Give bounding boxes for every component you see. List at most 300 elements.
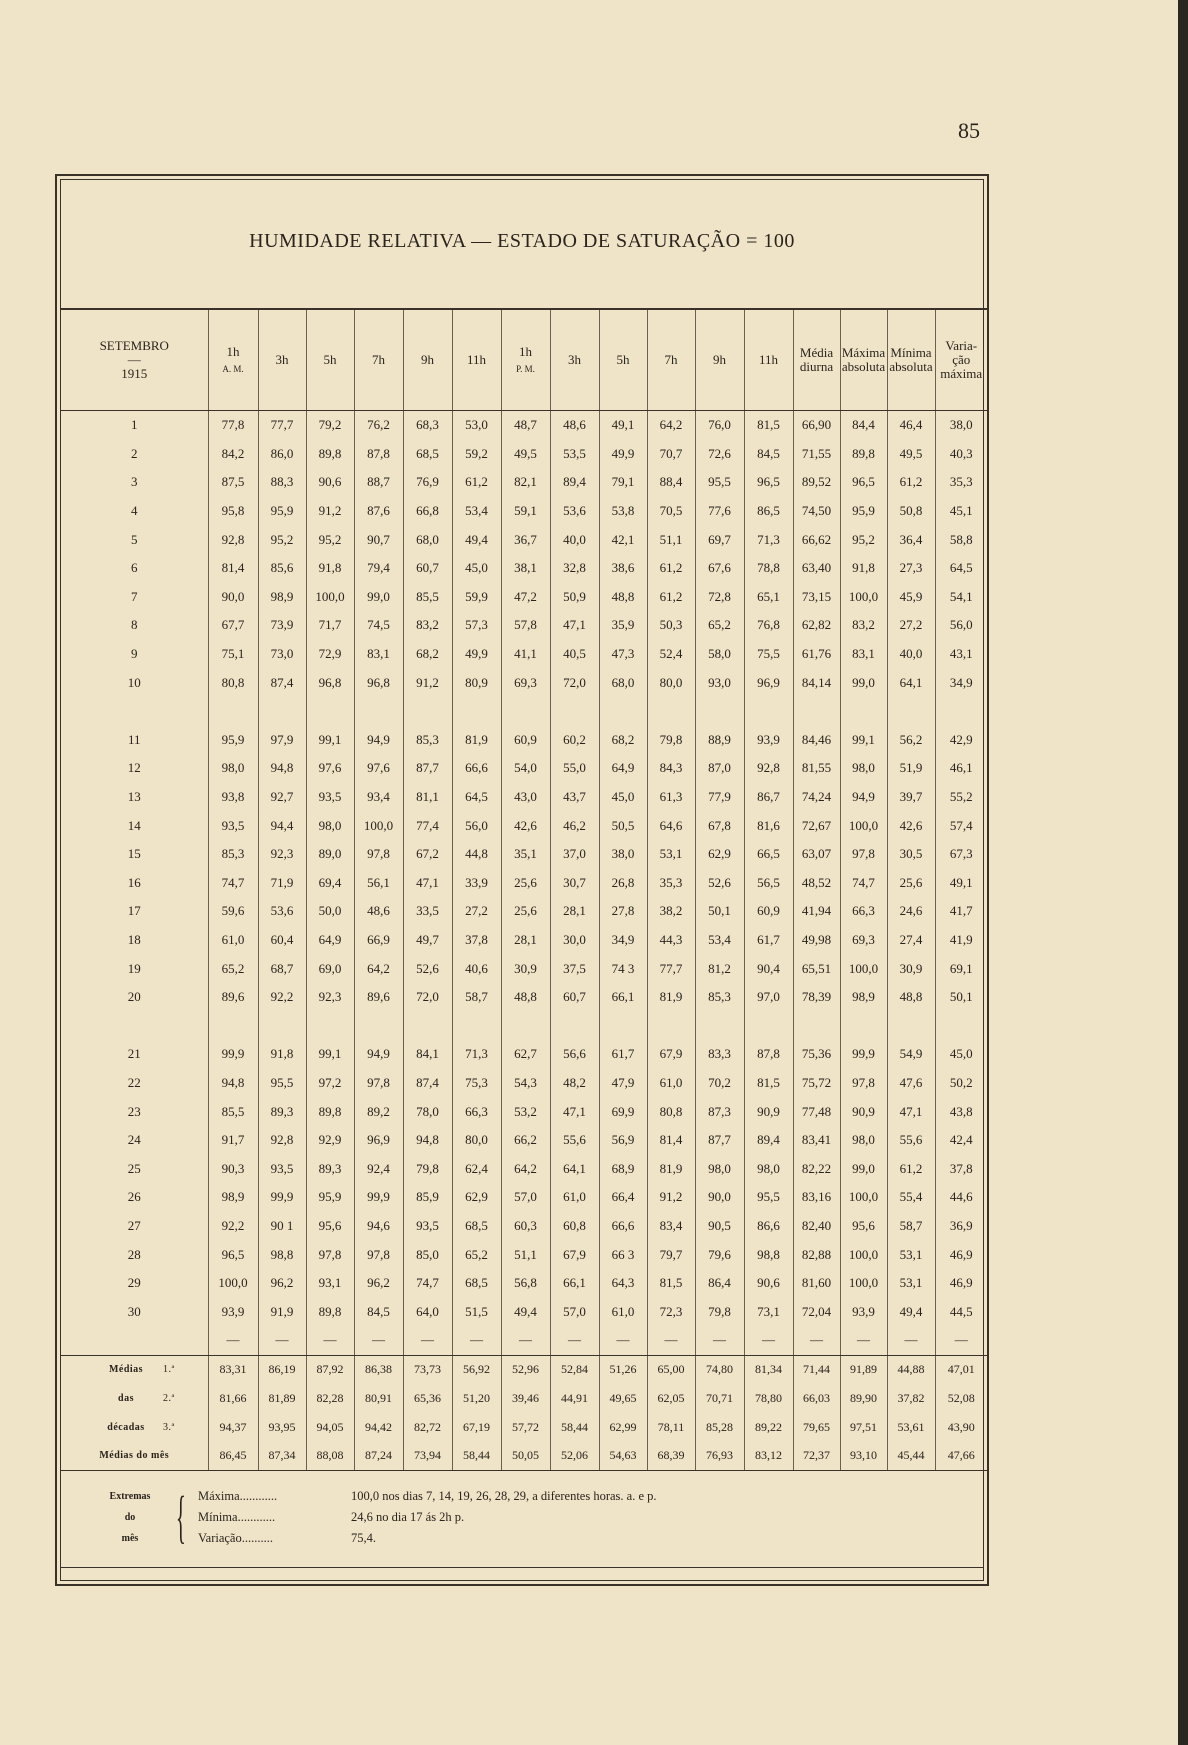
value-cell: 66,9 — [354, 926, 403, 955]
value-cell: 78,39 — [793, 983, 840, 1012]
value-cell: 44,3 — [647, 926, 695, 955]
value-cell: 37,8 — [935, 1154, 987, 1183]
value-cell: 87,6 — [354, 497, 403, 526]
value-cell: 35,3 — [647, 869, 695, 898]
value-cell: 78,0 — [403, 1097, 452, 1126]
value-cell: 66,3 — [840, 897, 887, 926]
value-cell: 91,2 — [647, 1183, 695, 1212]
decade-mean-cell: 53,61 — [887, 1413, 935, 1442]
value-cell: 77,9 — [695, 783, 744, 812]
value-cell: 79,6 — [695, 1240, 744, 1269]
value-cell: 85,3 — [208, 840, 258, 869]
value-cell: 83,3 — [695, 1040, 744, 1069]
value-cell: 100,0 — [208, 1269, 258, 1298]
hour-header — [208, 309, 258, 411]
value-cell: 99,0 — [354, 583, 403, 612]
value-cell: 86,7 — [744, 783, 793, 812]
value-cell: 96,9 — [744, 668, 793, 697]
value-cell: 42,1 — [599, 525, 647, 554]
value-cell: 66,3 — [452, 1097, 501, 1126]
value-cell: 53,6 — [258, 897, 306, 926]
am-label: A. M. — [222, 364, 244, 375]
day-cell: 26 — [127, 1189, 141, 1205]
value-cell: 55,0 — [550, 754, 599, 783]
value-cell: 28,1 — [550, 897, 599, 926]
decade-mean-cell: 49,65 — [599, 1384, 647, 1413]
decade-mean-cell: 78,11 — [647, 1413, 695, 1442]
spacer-cell — [258, 697, 306, 726]
value-cell: 73,9 — [258, 611, 306, 640]
value-cell: 97,9 — [258, 726, 306, 755]
value-cell: 71,3 — [744, 525, 793, 554]
value-cell: 82,22 — [793, 1154, 840, 1183]
table-row — [61, 497, 987, 526]
hour-header: 11h — [744, 309, 793, 411]
spacer-cell — [354, 1011, 403, 1040]
value-cell: 96,2 — [354, 1269, 403, 1298]
dash-cell: — — [695, 1326, 744, 1355]
value-cell: 30,9 — [887, 954, 935, 983]
day-cell: 5 — [131, 531, 138, 547]
value-cell: 98,0 — [208, 754, 258, 783]
table-row — [61, 440, 987, 469]
table-row — [61, 411, 987, 440]
extreme-key-variation: Variação.......... — [198, 1531, 273, 1545]
hour-header: 3h — [550, 309, 599, 411]
value-cell: 87,7 — [695, 1126, 744, 1155]
value-cell: 87,8 — [354, 440, 403, 469]
dash-cell: — — [599, 1326, 647, 1355]
value-cell: 98,9 — [840, 983, 887, 1012]
value-cell: 53,1 — [887, 1269, 935, 1298]
value-cell: 59,6 — [208, 897, 258, 926]
value-cell: 91,2 — [403, 668, 452, 697]
value-cell: 71,3 — [452, 1040, 501, 1069]
value-cell: 72,67 — [793, 811, 840, 840]
value-cell: 86,5 — [744, 497, 793, 526]
value-cell: 30,5 — [887, 840, 935, 869]
spacer-cell — [550, 1011, 599, 1040]
value-cell: 40,3 — [935, 440, 987, 469]
value-cell: 76,8 — [744, 611, 793, 640]
value-cell: 51,9 — [887, 754, 935, 783]
decade-mean-cell: 74,80 — [695, 1355, 744, 1384]
value-cell: 68,2 — [403, 640, 452, 669]
value-cell: 95,9 — [208, 726, 258, 755]
value-cell: 59,2 — [452, 440, 501, 469]
table-row — [61, 754, 987, 783]
value-cell: 48,7 — [501, 411, 550, 440]
value-cell: 69,3 — [501, 668, 550, 697]
spacer-cell — [599, 1011, 647, 1040]
decade-mean-cell: 51,20 — [452, 1384, 501, 1413]
max-variation-header: Varia- ção máxima — [935, 309, 987, 411]
value-cell: 64,3 — [599, 1269, 647, 1298]
value-cell: 53,0 — [452, 411, 501, 440]
table-row — [61, 640, 987, 669]
decade-mean-cell: 65,00 — [647, 1355, 695, 1384]
day-cell: 10 — [127, 674, 141, 690]
decade-mean-cell: 94,05 — [306, 1413, 354, 1442]
value-cell: 61,3 — [647, 783, 695, 812]
value-cell: 90,3 — [208, 1154, 258, 1183]
value-cell: 40,0 — [887, 640, 935, 669]
value-cell: 47,3 — [599, 640, 647, 669]
extremes-label — [91, 1486, 169, 1549]
spacer-cell — [744, 1011, 793, 1040]
dash-cell: — — [840, 1326, 887, 1355]
value-cell: 35,3 — [935, 468, 987, 497]
day-cell: 16 — [127, 874, 141, 890]
spacer-cell — [887, 1011, 935, 1040]
value-cell: 81,1 — [403, 783, 452, 812]
value-cell: 56,5 — [744, 869, 793, 898]
value-cell: 76,9 — [403, 468, 452, 497]
value-cell: 60,2 — [550, 726, 599, 755]
month-mean-cell: 72,37 — [793, 1441, 840, 1470]
value-cell: 91,2 — [306, 497, 354, 526]
value-cell: 53,4 — [452, 497, 501, 526]
value-cell: 66,1 — [550, 1269, 599, 1298]
value-cell: 60,7 — [403, 554, 452, 583]
value-cell: 74,50 — [793, 497, 840, 526]
month-mean-cell: 88,08 — [306, 1441, 354, 1470]
value-cell: 94,9 — [354, 1040, 403, 1069]
value-cell: 85,3 — [403, 726, 452, 755]
year-label: 1915 — [121, 366, 148, 382]
value-cell: 79,1 — [599, 468, 647, 497]
value-cell: 97,8 — [354, 840, 403, 869]
table-row — [61, 983, 987, 1012]
value-cell: 85,9 — [403, 1183, 452, 1212]
day-cell: 4 — [131, 503, 138, 519]
value-cell: 41,9 — [935, 926, 987, 955]
value-cell: 66 3 — [599, 1240, 647, 1269]
value-cell: 91,7 — [208, 1126, 258, 1155]
hour-header: 5h — [599, 309, 647, 411]
value-cell: 85,0 — [403, 1240, 452, 1269]
value-cell: 47,1 — [550, 1097, 599, 1126]
value-cell: 85,3 — [695, 983, 744, 1012]
value-cell: 65,1 — [744, 583, 793, 612]
hour-header: 5h — [306, 309, 354, 411]
value-cell: 68,5 — [452, 1212, 501, 1241]
spacer-cell — [647, 1011, 695, 1040]
value-cell: 65,2 — [208, 954, 258, 983]
value-cell: 45,0 — [935, 1040, 987, 1069]
day-cell: 27 — [127, 1217, 141, 1233]
day-cell: 29 — [127, 1275, 141, 1291]
value-cell: 81,55 — [793, 754, 840, 783]
value-cell: 81,6 — [744, 811, 793, 840]
value-cell: 76,2 — [354, 411, 403, 440]
month-mean-cell: 68,39 — [647, 1441, 695, 1470]
dash-cell: — — [403, 1326, 452, 1355]
value-cell: 84,3 — [647, 754, 695, 783]
value-cell: 48,6 — [550, 411, 599, 440]
value-cell: 60,7 — [550, 983, 599, 1012]
value-cell: 73,1 — [744, 1297, 793, 1326]
decade-mean-cell: 57,72 — [501, 1413, 550, 1442]
spacer-cell — [452, 697, 501, 726]
table-row — [61, 1040, 987, 1069]
spacer-cell — [550, 697, 599, 726]
value-cell: 98,0 — [744, 1154, 793, 1183]
value-cell: 93,9 — [840, 1297, 887, 1326]
value-cell: 99,9 — [840, 1040, 887, 1069]
value-cell: 93,9 — [208, 1297, 258, 1326]
value-cell: 77,7 — [647, 954, 695, 983]
value-cell: 48,8 — [501, 983, 550, 1012]
value-cell: 92,2 — [208, 1212, 258, 1241]
value-cell: 96,5 — [744, 468, 793, 497]
hour-header — [501, 309, 550, 411]
spacer-cell — [840, 1011, 887, 1040]
value-cell: 75,72 — [793, 1069, 840, 1098]
value-cell: 94,8 — [208, 1069, 258, 1098]
value-cell: 53,2 — [501, 1097, 550, 1126]
value-cell: 47,2 — [501, 583, 550, 612]
decade-mean-cell: 62,99 — [599, 1413, 647, 1442]
value-cell: 81,5 — [647, 1269, 695, 1298]
value-cell: 92,9 — [306, 1126, 354, 1155]
table-row — [61, 668, 987, 697]
value-cell: 55,4 — [887, 1183, 935, 1212]
value-cell: 49,1 — [599, 411, 647, 440]
value-cell: 77,7 — [258, 411, 306, 440]
decade-mean-cell: 66,03 — [793, 1384, 840, 1413]
bottom-rule — [61, 1567, 983, 1568]
value-cell: 45,9 — [887, 583, 935, 612]
value-cell: 100,0 — [840, 1240, 887, 1269]
dash-cell: — — [744, 1326, 793, 1355]
value-cell: 92,3 — [258, 840, 306, 869]
value-cell: 96,5 — [208, 1240, 258, 1269]
value-cell: 100,0 — [840, 811, 887, 840]
day-cell: 15 — [127, 846, 141, 862]
decade-mean-cell: 81,34 — [744, 1355, 793, 1384]
pm-label: P. M. — [516, 364, 535, 375]
table-row — [61, 554, 987, 583]
decade-mean-cell: 82,28 — [306, 1384, 354, 1413]
value-cell: 95,5 — [744, 1183, 793, 1212]
decade-mean-cell: 43,90 — [935, 1413, 987, 1442]
day-cell: 11 — [127, 731, 141, 747]
value-cell: 81,5 — [744, 1069, 793, 1098]
table-body — [61, 411, 987, 1471]
value-cell: 30,0 — [550, 926, 599, 955]
value-cell: 83,2 — [403, 611, 452, 640]
dash-cell — [61, 1326, 208, 1355]
decade-mean-cell: 97,51 — [840, 1413, 887, 1442]
header-row — [61, 309, 987, 411]
value-cell: 95,2 — [258, 525, 306, 554]
dash-cell: — — [550, 1326, 599, 1355]
spacer-cell — [354, 697, 403, 726]
day-cell: 18 — [127, 931, 141, 947]
value-cell: 99,9 — [258, 1183, 306, 1212]
value-cell: 96,9 — [354, 1126, 403, 1155]
value-cell: 53,5 — [550, 440, 599, 469]
value-cell: 63,40 — [793, 554, 840, 583]
value-cell: 89,4 — [550, 468, 599, 497]
value-cell: 92,4 — [354, 1154, 403, 1183]
value-cell: 90,0 — [695, 1183, 744, 1212]
value-cell: 65,51 — [793, 954, 840, 983]
value-cell: 45,0 — [599, 783, 647, 812]
value-cell: 98,9 — [208, 1183, 258, 1212]
value-cell: 24,6 — [887, 897, 935, 926]
value-cell: 38,0 — [599, 840, 647, 869]
day-cell: 30 — [127, 1303, 141, 1319]
decade-mean-cell: 37,82 — [887, 1384, 935, 1413]
value-cell: 53,1 — [887, 1240, 935, 1269]
value-cell: 51,1 — [501, 1240, 550, 1269]
extreme-value-max: 100,0 nos dias 7, 14, 19, 26, 28, 29, a diferentes horas. a. e p. — [351, 1489, 657, 1503]
page-edge — [1178, 0, 1188, 1745]
value-cell: 54,3 — [501, 1069, 550, 1098]
value-cell: 35,1 — [501, 840, 550, 869]
day-cell: 2 — [131, 445, 138, 461]
value-cell: 71,7 — [306, 611, 354, 640]
value-cell: 45,0 — [452, 554, 501, 583]
value-cell: 60,9 — [501, 726, 550, 755]
value-cell: 100,0 — [840, 954, 887, 983]
value-cell: 98,0 — [840, 1126, 887, 1155]
table-row — [61, 811, 987, 840]
decade-mean-row — [61, 1355, 987, 1384]
table-row — [61, 1069, 987, 1098]
value-cell: 77,8 — [208, 411, 258, 440]
value-cell: 95,2 — [840, 525, 887, 554]
value-cell: 93,5 — [306, 783, 354, 812]
value-cell: 80,8 — [208, 668, 258, 697]
value-cell: 82,88 — [793, 1240, 840, 1269]
value-cell: 49,9 — [452, 640, 501, 669]
value-cell: 99,1 — [840, 726, 887, 755]
decade-mean-cell: 86,38 — [354, 1355, 403, 1384]
table-frame-inner — [60, 179, 984, 1581]
value-cell: 99,9 — [354, 1183, 403, 1212]
decade-mean-cell: 81,89 — [258, 1384, 306, 1413]
spacer-cell — [501, 1011, 550, 1040]
value-cell: 90,9 — [744, 1097, 793, 1126]
value-cell: 87,7 — [403, 754, 452, 783]
day-cell: 19 — [127, 960, 141, 976]
decade-mean-cell: 93,95 — [258, 1413, 306, 1442]
dash-cell: — — [354, 1326, 403, 1355]
value-cell: 82,1 — [501, 468, 550, 497]
spacer-cell — [501, 697, 550, 726]
value-cell: 97,6 — [306, 754, 354, 783]
value-cell: 62,9 — [452, 1183, 501, 1212]
value-cell: 95,6 — [306, 1212, 354, 1241]
value-cell: 84,1 — [403, 1040, 452, 1069]
hour-header: 7h — [354, 309, 403, 411]
spacer-row — [61, 1011, 987, 1040]
value-cell: 79,8 — [695, 1297, 744, 1326]
spacer-cell — [208, 697, 258, 726]
value-cell: 74 3 — [599, 954, 647, 983]
table-row — [61, 468, 987, 497]
decade-mean-cell: 47,01 — [935, 1355, 987, 1384]
decade-ordinal: 3.ª — [163, 1421, 175, 1433]
value-cell: 56,9 — [599, 1126, 647, 1155]
decade-mean-cell: 56,92 — [452, 1355, 501, 1384]
value-cell: 89,8 — [840, 440, 887, 469]
value-cell: 89,52 — [793, 468, 840, 497]
day-cell: 13 — [127, 789, 141, 805]
month-mean-cell: 47,66 — [935, 1441, 987, 1470]
value-cell: 56,0 — [935, 611, 987, 640]
value-cell: 81,60 — [793, 1269, 840, 1298]
month-mean-cell: 73,94 — [403, 1441, 452, 1470]
value-cell: 79,2 — [306, 411, 354, 440]
month-mean-cell: 54,63 — [599, 1441, 647, 1470]
value-cell: 26,8 — [599, 869, 647, 898]
table-row — [61, 783, 987, 812]
month-mean-cell: 93,10 — [840, 1441, 887, 1470]
value-cell: 61,0 — [599, 1297, 647, 1326]
value-cell: 57,8 — [501, 611, 550, 640]
value-cell: 60,3 — [501, 1212, 550, 1241]
dash-cell: — — [452, 1326, 501, 1355]
value-cell: 74,5 — [354, 611, 403, 640]
value-cell: 93,5 — [258, 1154, 306, 1183]
day-cell: 1 — [131, 417, 138, 433]
value-cell: 69,0 — [306, 954, 354, 983]
value-cell: 56,6 — [550, 1040, 599, 1069]
value-cell: 49,5 — [887, 440, 935, 469]
value-cell: 90,9 — [840, 1097, 887, 1126]
value-cell: 94,8 — [258, 754, 306, 783]
value-cell: 66,6 — [452, 754, 501, 783]
table-row — [61, 1097, 987, 1126]
value-cell: 39,7 — [887, 783, 935, 812]
value-cell: 89,0 — [306, 840, 354, 869]
spacer-cell — [695, 1011, 744, 1040]
table-row — [61, 840, 987, 869]
table-title: HUMIDADE RELATIVA — ESTADO DE SATURAÇÃO = 100 — [249, 230, 795, 252]
value-cell: 99,9 — [208, 1040, 258, 1069]
humidity-table — [61, 308, 987, 1471]
value-cell: 67,3 — [935, 840, 987, 869]
value-cell: 98,8 — [258, 1240, 306, 1269]
value-cell: 50,1 — [695, 897, 744, 926]
value-cell: 100,0 — [840, 1269, 887, 1298]
value-cell: 94,6 — [354, 1212, 403, 1241]
value-cell: 79,7 — [647, 1240, 695, 1269]
value-cell: 80,0 — [647, 668, 695, 697]
extremes-label-line: do — [124, 1512, 136, 1523]
value-cell: 64,2 — [647, 411, 695, 440]
month-mean-cell: 83,12 — [744, 1441, 793, 1470]
day-cell: 7 — [131, 588, 138, 604]
decade-mean-cell: 67,19 — [452, 1413, 501, 1442]
value-cell: 64,1 — [887, 668, 935, 697]
value-cell: 87,8 — [744, 1040, 793, 1069]
daily-mean-header: Média diurna — [793, 309, 840, 411]
value-cell: 64,0 — [403, 1297, 452, 1326]
value-cell: 55,2 — [935, 783, 987, 812]
value-cell: 68,7 — [258, 954, 306, 983]
value-cell: 72,6 — [695, 440, 744, 469]
value-cell: 81,5 — [744, 411, 793, 440]
value-cell: 66,4 — [599, 1183, 647, 1212]
value-cell: 68,9 — [599, 1154, 647, 1183]
value-cell: 42,4 — [935, 1126, 987, 1155]
value-cell: 100,0 — [840, 583, 887, 612]
